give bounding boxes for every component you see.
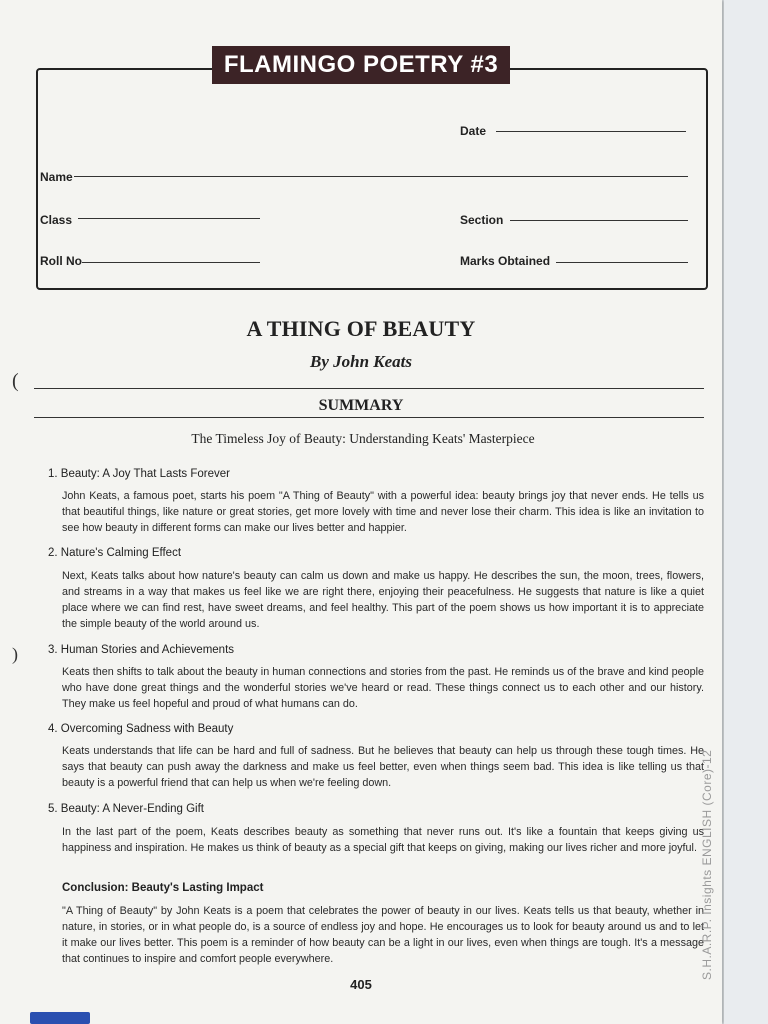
page-edge bbox=[724, 0, 768, 1024]
section-heading: 5. Beauty: A Never-Ending Gift bbox=[48, 803, 204, 815]
class-line bbox=[78, 218, 260, 219]
rollno-label: Roll No bbox=[40, 254, 82, 268]
pencil-mark: ) bbox=[12, 644, 18, 664]
section-line bbox=[510, 220, 688, 221]
section-heading: 4. Overcoming Sadness with Beauty bbox=[48, 723, 234, 735]
marks-line bbox=[556, 262, 688, 263]
section-label: Section bbox=[460, 213, 504, 227]
section-body: Keats then shifts to talk about the beauty in human connections and stories from the past. He reminds us of the brave and kind people who have done great things and the wonderful stories we've heard or read. These things connect us to each other and our history. They make us feel hopeful and proud of what humans can do. bbox=[62, 666, 704, 710]
date-line bbox=[496, 131, 686, 132]
summary-subtitle: The Timeless Joy of Beauty: Understanding Keats' Masterpiece bbox=[191, 431, 535, 446]
class-label: Class bbox=[40, 213, 73, 227]
section-body: Next, Keats talks about how nature's beauty can calm us down and make us happy. He describes the sun, the moon, trees, flowers, and streams in a way that makes us feel like we are right there, enjoying their peacefulness. He suggests that nature is like a quiet place where we can find rest, have sweet dreams, and feel healthy. This part of the poem shows us how important it is to appreciate the simple beauty of the world around us. bbox=[62, 570, 704, 630]
conclusion-heading: Conclusion: Beauty's Lasting Impact bbox=[62, 882, 264, 894]
section-body: In the last part of the poem, Keats describes beauty as something that never runs out. It's like a fountain that keeps giving us happiness and inspiration. He makes us think of beauty as a special gift that keeps on giving, making our lives richer and more joyful. bbox=[62, 826, 704, 854]
student-info-box bbox=[36, 68, 708, 290]
worksheet-banner: FLAMINGO POETRY #3 bbox=[212, 46, 510, 84]
section-heading: 3. Human Stories and Achievements bbox=[48, 644, 235, 656]
name-line bbox=[74, 176, 688, 177]
poem-author: By John Keats bbox=[309, 352, 413, 371]
poem-title: A THING OF BEAUTY bbox=[246, 316, 476, 341]
name-label: Name bbox=[40, 170, 73, 184]
summary-rule-top bbox=[34, 388, 704, 389]
summary-heading: SUMMARY bbox=[318, 397, 404, 414]
rollno-line bbox=[82, 262, 260, 263]
pencil-mark: ( bbox=[12, 370, 19, 392]
section-heading: 2. Nature's Calming Effect bbox=[48, 547, 182, 559]
section-heading: 1. Beauty: A Joy That Lasts Forever bbox=[48, 468, 230, 480]
section-body: Keats understands that life can be hard and full of sadness. But he believes that beauty can help us through these tough times. He says that beauty can push away the darkness and make us feel better, even when things seem bad. This idea is like telling us that beauty is a powerful friend that can help us when we're feeling down. bbox=[62, 745, 704, 789]
desk-object bbox=[30, 1012, 90, 1024]
summary-rule-bottom bbox=[34, 417, 704, 418]
page-number: 405 bbox=[350, 977, 372, 992]
conclusion-body: "A Thing of Beauty" by John Keats is a poem that celebrates the power of beauty in our lives. Keats tells us that beauty, whether in nature, in stories, or in what people do, is a source of endless joy and hope. He encourages us to look for beauty around us and to let it make our lives better. This poem is a reminder of how beauty can be a light in our lives, even when things are tough. It's a message that continues to inspire and comfort people everywhere. bbox=[62, 905, 704, 965]
date-label: Date bbox=[460, 124, 487, 138]
section-body: John Keats, a famous poet, starts his poem "A Thing of Beauty" with a powerful idea: beauty brings joy that never ends. He tells us that beautiful things, like nature or great stories, get more lovely with time and never lose their charm. This idea is like an invitation to see how beauty in different forms can make our lives better and happier. bbox=[62, 490, 704, 534]
book-series-side-text: S.H.A.R.P. Insights ENGLISH (Core)-12 bbox=[700, 749, 714, 980]
marks-label: Marks Obtained bbox=[460, 254, 551, 268]
